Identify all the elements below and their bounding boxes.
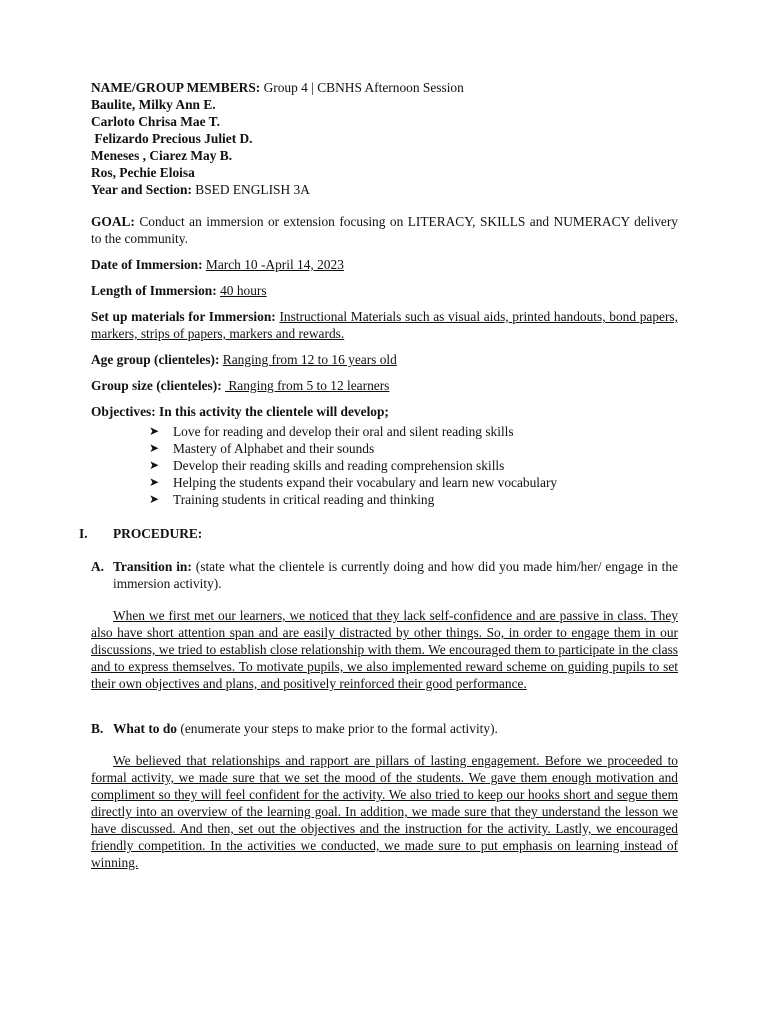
- arrowhead-bullet-icon: ➤: [149, 441, 160, 455]
- group-members-label: NAME/GROUP MEMBERS:: [91, 80, 261, 95]
- length-line: [91, 282, 678, 299]
- materials-paragraph: [91, 308, 678, 342]
- objective-text: Helping the students expand their vocabulary and learn new vocabulary: [173, 475, 558, 490]
- list-item: [149, 474, 678, 491]
- group-size-label: Group size (clienteles):: [91, 378, 222, 393]
- member-name: Carloto Chrisa Mae T.: [91, 114, 220, 129]
- objective-text: Mastery of Alphabet and their sounds: [173, 441, 375, 456]
- subsection-note: (state what the clientele is currently doing and how did you made him/her/ engage in the immersion activity).: [113, 559, 678, 591]
- what-to-do-heading: [91, 720, 678, 737]
- materials-value: Instructional Materials such as visual aids, printed handouts, bond papers, markers, strips of papers, markers and rewards.: [91, 309, 678, 341]
- section-title: PROCEDURE:: [113, 526, 203, 541]
- objectives-heading: Objectives: In this activity the clientele will develop;: [91, 404, 389, 419]
- group-size-line: [91, 377, 678, 394]
- length-value: 40 hours: [220, 283, 267, 298]
- document-content: [79, 79, 679, 871]
- date-label: Date of Immersion:: [91, 257, 203, 272]
- subsection-title: Transition in:: [113, 559, 192, 574]
- arrowhead-bullet-icon: ➤: [149, 458, 160, 472]
- age-group-line: [91, 351, 678, 368]
- member-name: Baulite, Milky Ann E.: [91, 97, 216, 112]
- procedure-heading: [79, 525, 678, 542]
- goal-paragraph: [91, 213, 678, 247]
- objective-text: Love for reading and develop their oral and silent reading skills: [173, 424, 514, 439]
- list-item: [149, 457, 678, 474]
- objective-text: Training students in critical reading and thinking: [173, 492, 435, 507]
- list-item: [149, 423, 678, 440]
- transition-in-heading: [91, 558, 678, 592]
- subsection-note: (enumerate your steps to make prior to the formal activity).: [180, 721, 498, 736]
- what-to-do-body: We believed that relationships and rapport are pillars of lasting engagement. Before we proceeded to formal activity, we made sure that we set the mood of the students. We gave them enough motivation and compliment so they will feel confident for the activity. We also tried to keep our hooks short and segue them directly into an overview of the learning goal. In addition, we made sure that they understand the lesson we have discussed. And then, set out the objectives and the instruction for the activity. Lastly, we encouraged friendly competition. In the activities we conducted, we made sure to put emphasis on learning instead of winning.: [91, 753, 678, 870]
- section-numeral: I.: [79, 526, 88, 541]
- objectives-list: [91, 423, 678, 508]
- arrowhead-bullet-icon: ➤: [149, 424, 160, 438]
- subsection-letter: A.: [91, 559, 105, 574]
- group-members-value: Group 4 | CBNHS Afternoon Session: [263, 80, 464, 95]
- objective-text: Develop their reading skills and reading comprehension skills: [173, 458, 505, 473]
- subsection-title: What to do: [113, 721, 177, 736]
- materials-label: Set up materials for Immersion:: [91, 309, 276, 324]
- goal-label: GOAL:: [91, 214, 135, 229]
- member-name: Felizardo Precious Juliet D.: [91, 131, 253, 146]
- age-group-value: Ranging from 12 to 16 years old: [222, 352, 397, 367]
- arrowhead-bullet-icon: ➤: [149, 492, 160, 506]
- year-section-line: [91, 181, 678, 198]
- date-line: [91, 256, 678, 273]
- length-label: Length of Immersion:: [91, 283, 217, 298]
- year-section-value: BSED ENGLISH 3A: [195, 182, 310, 197]
- group-members-line: [91, 79, 678, 96]
- list-item: [149, 491, 678, 508]
- member-name: Meneses , Ciarez May B.: [91, 148, 233, 163]
- arrowhead-bullet-icon: ➤: [149, 475, 160, 489]
- goal-text: Conduct an immersion or extension focusing on LITERACY, SKILLS and NUMERACY delivery to the community.: [91, 214, 679, 246]
- member-name: Ros, Pechie Eloisa: [91, 165, 195, 180]
- list-item: [149, 440, 678, 457]
- transition-in-body: When we first met our learners, we noticed that they lack self-confidence and are passive in class. They also have short attention span and are easily distracted by other things. So, in order to engage them in our discussions, we tried to establish close relationship with them. We encouraged them to participate in the class and to express themselves. To motivate pupils, we also implemented reward scheme on guiding pupils to set their own objectives and plans, and positively reinforced their good performance.: [91, 608, 678, 691]
- subsection-letter: B.: [91, 721, 104, 736]
- year-section-label: Year and Section:: [91, 182, 192, 197]
- group-size-value: Ranging from 5 to 12 learners: [225, 378, 390, 393]
- age-group-label: Age group (clienteles):: [91, 352, 220, 367]
- date-value: March 10 -April 14, 2023: [205, 257, 344, 272]
